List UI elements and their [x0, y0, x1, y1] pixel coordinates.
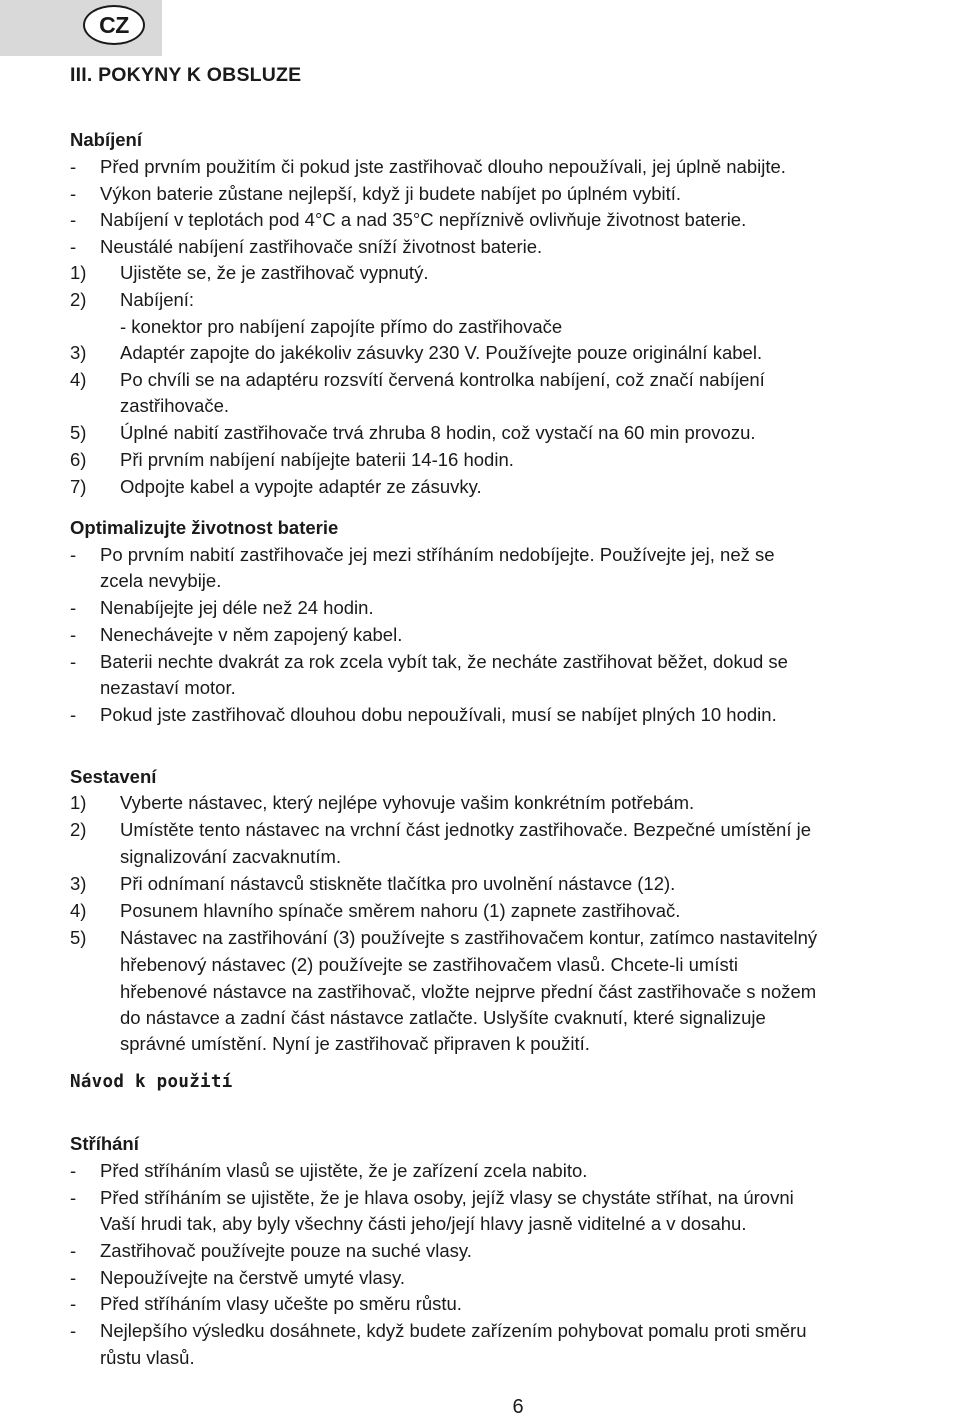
step-continuation: hřebenové nástavce na zastřihovač, vložte nejprve přední část zastřihovače s nožem — [120, 981, 817, 1002]
step-continuation: hřebenový nástavec (2) používejte se zastřihovačem vlasů. Chcete-li umísti — [120, 954, 738, 975]
section-title-optimalizujte: Optimalizujte životnost baterie — [70, 517, 339, 538]
numbered-step: 2) Nabíjení: — [70, 289, 195, 310]
list-item: - Nepoužívejte na čerstvě umyté vlasy. — [70, 1267, 406, 1288]
list-item: - Nabíjení v teplotách pod 4°C a nad 35°C nepříznivě ovlivňuje životnost baterie. — [70, 209, 747, 230]
list-item: - Nenechávejte v něm zapojený kabel. — [70, 624, 403, 645]
list-item: - Pokud jste zastřihovač dlouhou dobu nepoužívali, musí se nabíjet plných 10 hodin. — [70, 704, 777, 725]
list-item: - Před stříháním vlasy učešte po směru růstu. — [70, 1293, 462, 1314]
list-item: - Výkon baterie zůstane nejlepší, když ji budete nabíjet po úplném vybití. — [70, 183, 682, 204]
numbered-step: 1) Vyberte nástavec, který nejlépe vyhovuje vašim konkrétním potřebám. — [70, 792, 695, 813]
numbered-step: 3) Adaptér zapojte do jakékoliv zásuvky 230 V. Používejte pouze originální kabel. — [70, 342, 763, 363]
page-number: 6 — [512, 1396, 524, 1418]
list-item-continuation: růstu vlasů. — [100, 1347, 195, 1368]
numbered-step: 2) Umístěte tento nástavec na vrchní část jednotky zastřihovače. Bezpečné umístění je — [70, 819, 812, 840]
list-item-continuation: zcela nevybije. — [100, 570, 222, 591]
list-item: - Neustálé nabíjení zastřihovače sníží životnost baterie. — [70, 236, 543, 257]
step-continuation: signalizování zacvaknutím. — [120, 846, 342, 867]
list-item: - Baterii nechte dvakrát za rok zcela vybít tak, že necháte zastřihovat běžet, dokud se — [70, 651, 788, 672]
step-continuation: správné umístění. Nyní je zastřihovač připraven k použití. — [120, 1033, 590, 1054]
section-title-strihani: Stříhání — [70, 1133, 139, 1154]
section-title-nabijeni: Nabíjení — [70, 129, 142, 150]
section-title-navod: Návod k použití — [70, 1072, 233, 1092]
numbered-step: 3) Při odnímaní nástavců stiskněte tlačítka pro uvolnění nástavce (12). — [70, 873, 676, 894]
language-tab — [0, 0, 162, 56]
numbered-step: 7) Odpojte kabel a vypojte adaptér ze zásuvky. — [70, 476, 482, 497]
numbered-step: 1) Ujistěte se, že je zastřihovač vypnutý. — [70, 262, 429, 283]
list-item: - Před stříháním vlasů se ujistěte, že je zařízení zcela nabito. — [70, 1160, 588, 1181]
list-item: - Zastřihovač používejte pouze na suché vlasy. — [70, 1240, 472, 1261]
step-continuation: zastřihovače. — [120, 395, 229, 416]
step-continuation: do nástavce a zadní část nástavce zatlačte. Uslyšíte cvaknutí, které signalizuje — [120, 1007, 766, 1028]
list-item: - Nenabíjejte jej déle než 24 hodin. — [70, 597, 374, 618]
section-title-sestaveni: Sestavení — [70, 766, 157, 787]
step-continuation: - konektor pro nabíjení zapojíte přímo do zastřihovače — [120, 316, 563, 337]
numbered-step: 6) Při prvním nabíjení nabíjejte baterii 14-16 hodin. — [70, 449, 514, 470]
list-item-continuation: Vaší hrudi tak, aby byly všechny části jeho/její hlavy jasně viditelné a v dosahu. — [100, 1213, 747, 1234]
numbered-step: 5) Úplné nabití zastřihovače trvá zhruba 8 hodin, což vystačí na 60 min provozu. — [70, 422, 756, 443]
chapter-heading: III. POKYNY K OBSLUZE — [70, 64, 302, 86]
list-item: - Po prvním nabití zastřihovače jej mezi stříháním nedobíjejte. Používejte jej, než se — [70, 544, 775, 565]
list-item-continuation: nezastaví motor. — [100, 677, 236, 698]
language-badge: CZ — [83, 5, 145, 45]
list-item: - Před stříháním se ujistěte, že je hlava osoby, jejíž vlasy se chystáte stříhat, na úrovni — [70, 1187, 794, 1208]
list-item: - Nejlepšího výsledku dosáhnete, když budete zařízením pohybovat pomalu proti směru — [70, 1320, 807, 1341]
numbered-step: 4) Po chvíli se na adaptéru rozsvítí červená kontrolka nabíjení, což značí nabíjení — [70, 369, 765, 390]
numbered-step: 4) Posunem hlavního spínače směrem nahoru (1) zapnete zastřihovač. — [70, 900, 681, 921]
numbered-step: 5) Nástavec na zastřihování (3) používejte s zastřihovačem kontur, zatímco nastavitelný — [70, 927, 818, 948]
list-item: - Před prvním použitím či pokud jste zastřihovač dlouho nepoužívali, jej úplně nabijte. — [70, 156, 786, 177]
